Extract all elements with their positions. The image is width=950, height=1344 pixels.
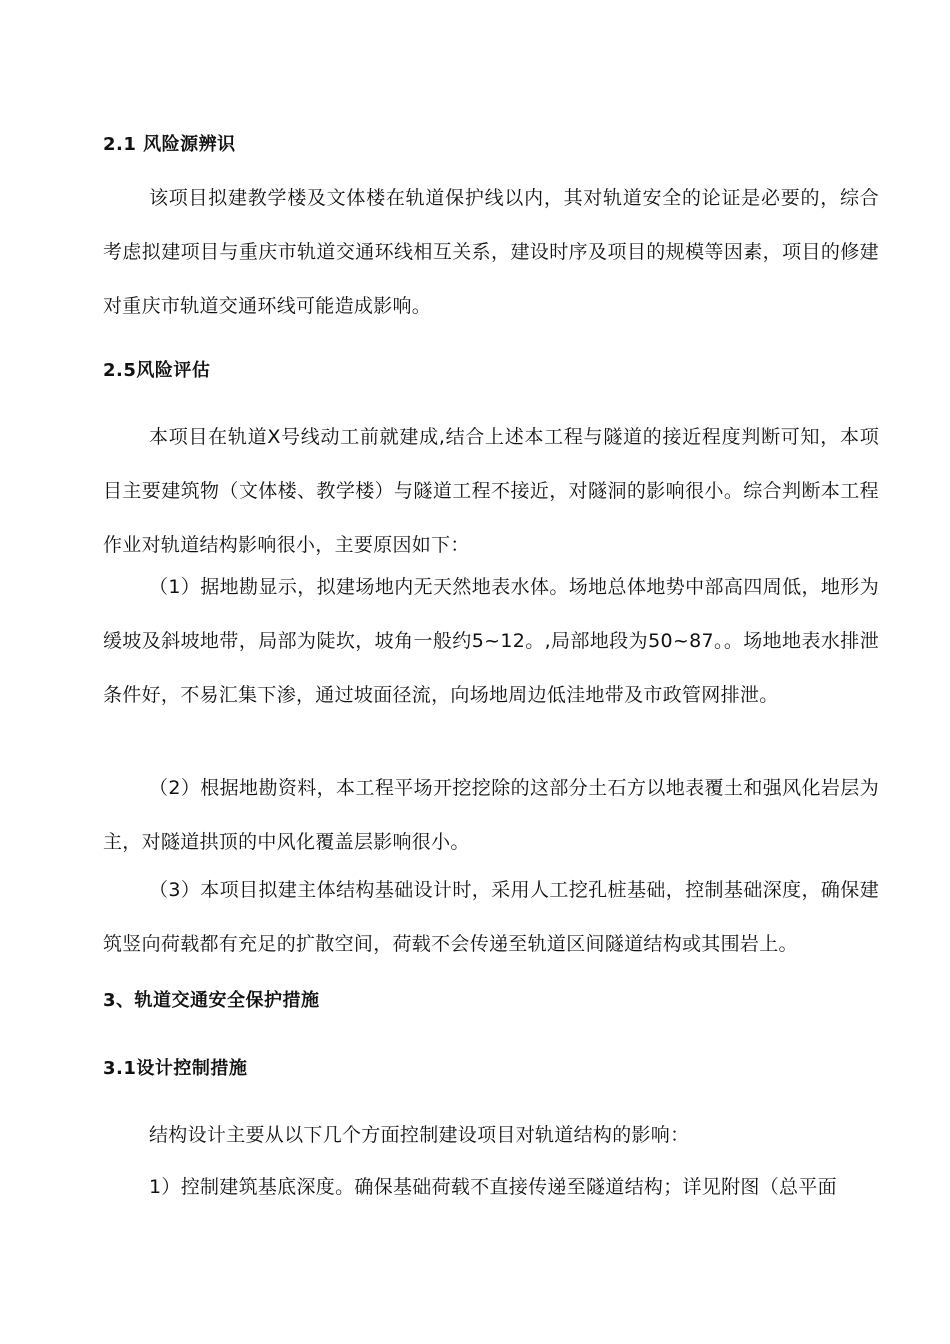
heading-3-1: 3.1设计控制措施 (103, 1058, 248, 1079)
paragraph-design-control: 结构设计主要从以下几个方面控制建设项目对轨道结构的影响： (149, 1124, 690, 1146)
heading-3: 3、轨道交通安全保护措施 (103, 990, 320, 1011)
paragraph-risk-source: 该项目拟建教学楼及文体楼在轨道保护线以内，其对轨道安全的论证是必要的，综合考虑拟建项目与重庆市轨道交通环线相互关系，建设时序及项目的规模等因素，项目的修建对重庆市轨道交通环线可能造成影响。 (103, 187, 879, 317)
list-item-2: （2）根据地勘资料，本工程平场开挖挖除的这部分土石方以地表覆土和强风化岩层为主，对隧道拱顶的中风化覆盖层影响很小。 (103, 777, 879, 853)
list-item-1: （1）据地勘显示，拟建场地内无天然地表水体。场地总体地势中部高四周低，地形为缓坡及斜坡地带，局部为陡坎，坡角一般约5~12。,局部地段为50~87。。场地地表水排泄条件好，不易汇集下渗，通过坡面径流，向场地周边低洼地带及市政管网排泄。 (103, 576, 879, 706)
heading-2-5: 2.5风险评估 (103, 360, 211, 381)
list-item-3: （3）本项目拟建主体结构基础设计时，采用人工挖孔桩基础，控制基础深度，确保建筑竖向荷载都有充足的扩散空间，荷载不会传递至轨道区间隧道结构或其围岩上。 (103, 879, 879, 955)
heading-2-1: 2.1 风险源辨识 (103, 134, 236, 155)
list-item-3-1-1: 1）控制建筑基底深度。确保基础荷载不直接传递至隧道结构；详见附图（总平面 (149, 1176, 837, 1198)
paragraph-risk-assessment: 本项目在轨道X号线动工前就建成,结合上述本工程与隧道的接近程度判断可知，本项目主要建筑物（文体楼、教学楼）与隧道工程不接近，对隧洞的影响很小。综合判断本工程作业对轨道结构影响很小，主要原因如下： (103, 426, 879, 556)
